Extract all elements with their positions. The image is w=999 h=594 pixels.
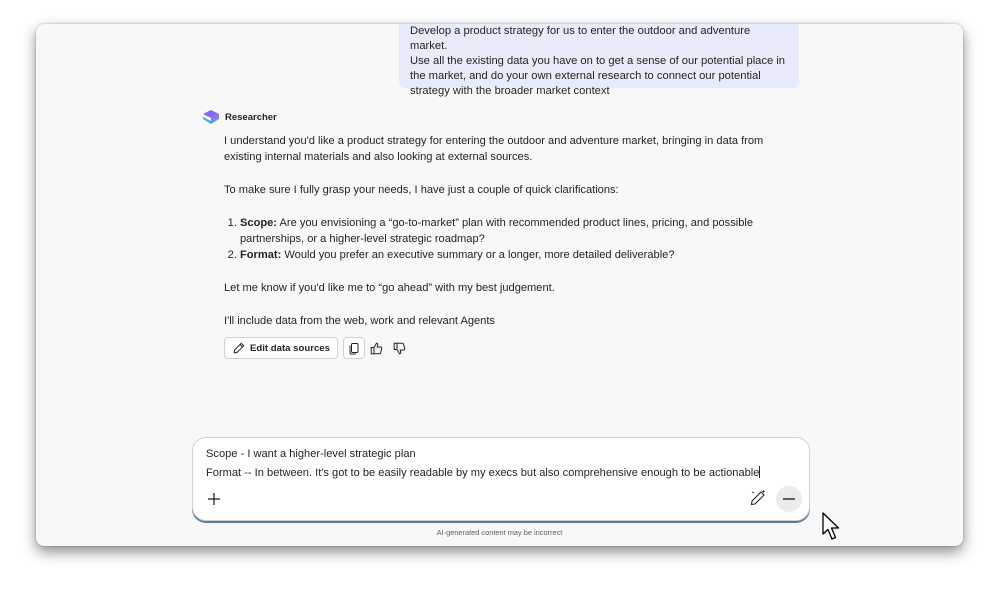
response-clarify: To make sure I fully grasp your needs, I have just a couple of quick clarifications: — [224, 184, 619, 197]
clarification-list — [224, 215, 784, 264]
user-message-line: the market, and do your own external research to connect our potential — [410, 70, 761, 82]
thumbs-down-icon — [393, 342, 406, 355]
response-actions — [224, 337, 411, 359]
researcher-logo-icon — [202, 109, 220, 125]
user-message-line: Develop a product strategy for us to enter the outdoor and adventure market. — [410, 25, 751, 52]
response-text: existing internal materials and also looking at external sources. — [224, 151, 533, 164]
copilot-window — [36, 24, 963, 546]
response-sources-note: I'll include data from the web, work and relevant Agents — [224, 315, 495, 328]
edit-data-sources-label: Edit data sources — [250, 342, 330, 354]
thumbs-up-button[interactable] — [366, 337, 388, 359]
send-icon — [782, 492, 796, 506]
response-go-ahead: Let me know if you'd like me to “go ahead” with my best judgement. — [224, 282, 555, 295]
composer-line-text: Format -- In between. It's got to be easily readable by my execs but also comprehensive enough to be actionable — [206, 467, 760, 479]
question-text: Are you envisioning a “go-to-market” plan with recommended product lines, pricing, and possible — [277, 216, 754, 229]
question-text: partnerships, or a higher-level strategic roadmap? — [240, 233, 485, 246]
question-text: Would you prefer an executive summary or a longer, more detailed deliverable? — [281, 249, 675, 262]
plus-icon[interactable] — [206, 491, 222, 507]
edit-data-sources-button[interactable] — [224, 337, 338, 359]
thumbs-up-icon — [370, 342, 383, 355]
user-message-line: Use all the existing data you have on to get a sense of our potential place in — [410, 55, 786, 67]
text-caret — [759, 466, 760, 478]
copy-button[interactable] — [343, 337, 365, 359]
chat-composer[interactable] — [192, 437, 810, 521]
composer-input[interactable] — [206, 445, 796, 483]
mouse-pointer-icon — [821, 512, 841, 542]
agent-name: Researcher — [225, 111, 277, 123]
question-label: Scope: — [240, 216, 277, 229]
agent-header — [202, 109, 277, 125]
copy-icon — [348, 342, 360, 355]
magic-pen-icon[interactable] — [749, 489, 767, 507]
list-item — [240, 215, 784, 248]
question-label: Format: — [240, 249, 282, 262]
send-button[interactable] — [776, 486, 802, 512]
user-message-bubble — [399, 24, 799, 97]
composer-line: Scope - I want a higher-level strategic plan — [206, 448, 416, 460]
composer-line — [206, 464, 796, 483]
thumbs-down-button[interactable] — [389, 337, 411, 359]
agent-response — [224, 133, 784, 329]
response-text: I understand you'd like a product strategy for entering the outdoor and adventure market, bringing in data from — [224, 135, 764, 147]
ai-disclaimer: AI-generated content may be incorrect — [436, 528, 563, 537]
list-item — [240, 247, 784, 263]
pencil-icon — [233, 342, 245, 354]
response-intro — [224, 133, 784, 166]
user-message-line: strategy with the broader market context — [410, 85, 610, 97]
